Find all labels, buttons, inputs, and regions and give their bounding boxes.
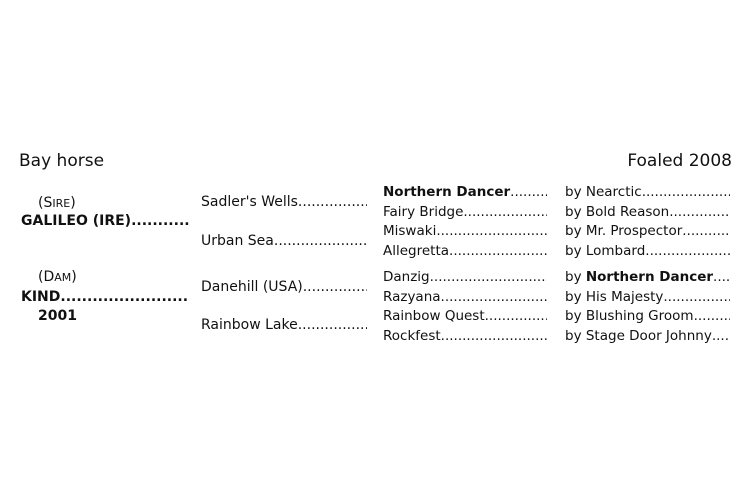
grandsire-paternal-row <box>201 194 367 210</box>
by-prefix: by <box>565 184 586 200</box>
leader-dots <box>682 223 730 239</box>
ggp-sire-name: Mr. Prospector <box>585 223 683 239</box>
ggp-sire-row-1 <box>565 184 730 200</box>
ggp-name: Allegretta <box>383 243 450 259</box>
ggp-row-3 <box>383 223 547 239</box>
ggp-row-2 <box>383 204 547 220</box>
leader-dots <box>441 289 547 305</box>
leader-dots <box>274 233 367 249</box>
ggp-name: Rockfest <box>383 328 441 344</box>
leader-dots <box>485 308 547 324</box>
ggp-sire-row-4 <box>565 243 730 259</box>
ggp-sire-name: Nearctic <box>585 184 642 200</box>
ggp-sire-name: Blushing Groom <box>585 308 694 324</box>
sire-label: (SIRE) <box>38 195 76 211</box>
ggp-name: Northern Dancer <box>383 184 511 200</box>
by-prefix: by <box>565 269 586 285</box>
ggp-sire-row-6 <box>565 289 730 305</box>
leader-dots <box>430 269 547 285</box>
sire-label-initial: S <box>43 195 53 211</box>
ggp-sire-name: Northern Dancer <box>585 269 714 285</box>
leader-dots <box>303 279 367 295</box>
grandparent-name: Danehill (USA) <box>201 279 303 295</box>
leader-dots <box>441 328 547 344</box>
granddam-paternal-row <box>201 233 367 249</box>
sire-name-row <box>21 213 189 229</box>
leader-dots <box>60 289 189 305</box>
ggp-row-5 <box>383 269 547 285</box>
ggp-name: Danzig <box>383 269 430 285</box>
grandparent-name: Rainbow Lake <box>201 317 298 333</box>
ggp-name: Razyana <box>383 289 441 305</box>
ggp-sire-name: Bold Reason <box>585 204 670 220</box>
dam-year: 2001 <box>38 308 77 324</box>
leader-dots <box>645 243 730 259</box>
leader-dots <box>712 328 730 344</box>
ggp-sire-row-5 <box>565 269 730 285</box>
ggp-row-6 <box>383 289 547 305</box>
sire-name: GALILEO (IRE) <box>21 213 132 229</box>
dam-label-rest: AM <box>54 271 72 284</box>
grandparent-name: Sadler's Wells <box>201 194 298 210</box>
leader-dots <box>298 317 367 333</box>
by-prefix: by <box>565 243 586 259</box>
grandsire-maternal-row <box>201 279 367 295</box>
ggp-row-1 <box>383 184 547 200</box>
ggp-sire-row-3 <box>565 223 730 239</box>
grandparent-name: Urban Sea <box>201 233 274 249</box>
dam-name-row <box>21 289 189 305</box>
leader-dots <box>713 269 730 285</box>
ggp-name: Rainbow Quest <box>383 308 485 324</box>
leader-dots <box>642 184 730 200</box>
leader-dots <box>694 308 730 324</box>
ggp-name: Miswaki <box>383 223 437 239</box>
by-prefix: by <box>565 204 586 220</box>
ggp-row-4 <box>383 243 547 259</box>
dam-name: KIND <box>21 289 61 305</box>
by-prefix: by <box>565 289 586 305</box>
by-prefix: by <box>565 223 586 239</box>
sire-label-rest: IRE <box>52 197 71 210</box>
by-prefix: by <box>565 328 586 344</box>
ggp-sire-row-7 <box>565 308 730 324</box>
by-prefix: by <box>565 308 586 324</box>
foaled-year: Foaled 2008 <box>627 151 732 171</box>
ggp-name: Fairy Bridge <box>383 204 464 220</box>
ggp-sire-name: His Majesty <box>585 289 664 305</box>
leader-dots <box>510 184 547 200</box>
ggp-sire-name: Stage Door Johnny <box>585 328 712 344</box>
leader-dots <box>463 204 547 220</box>
ggp-row-7 <box>383 308 547 324</box>
leader-dots <box>449 243 547 259</box>
granddam-maternal-row <box>201 317 367 333</box>
horse-color: Bay horse <box>19 151 105 171</box>
dam-label: (DAM) <box>38 269 77 285</box>
leader-dots <box>436 223 547 239</box>
ggp-sire-row-2 <box>565 204 730 220</box>
ggp-sire-name: Lombard <box>585 243 646 259</box>
dam-label-initial: D <box>43 269 55 285</box>
leader-dots <box>669 204 730 220</box>
leader-dots <box>298 194 367 210</box>
leader-dots <box>663 289 730 305</box>
ggp-sire-row-8 <box>565 328 730 344</box>
leader-dots <box>131 213 189 229</box>
ggp-row-8 <box>383 328 547 344</box>
